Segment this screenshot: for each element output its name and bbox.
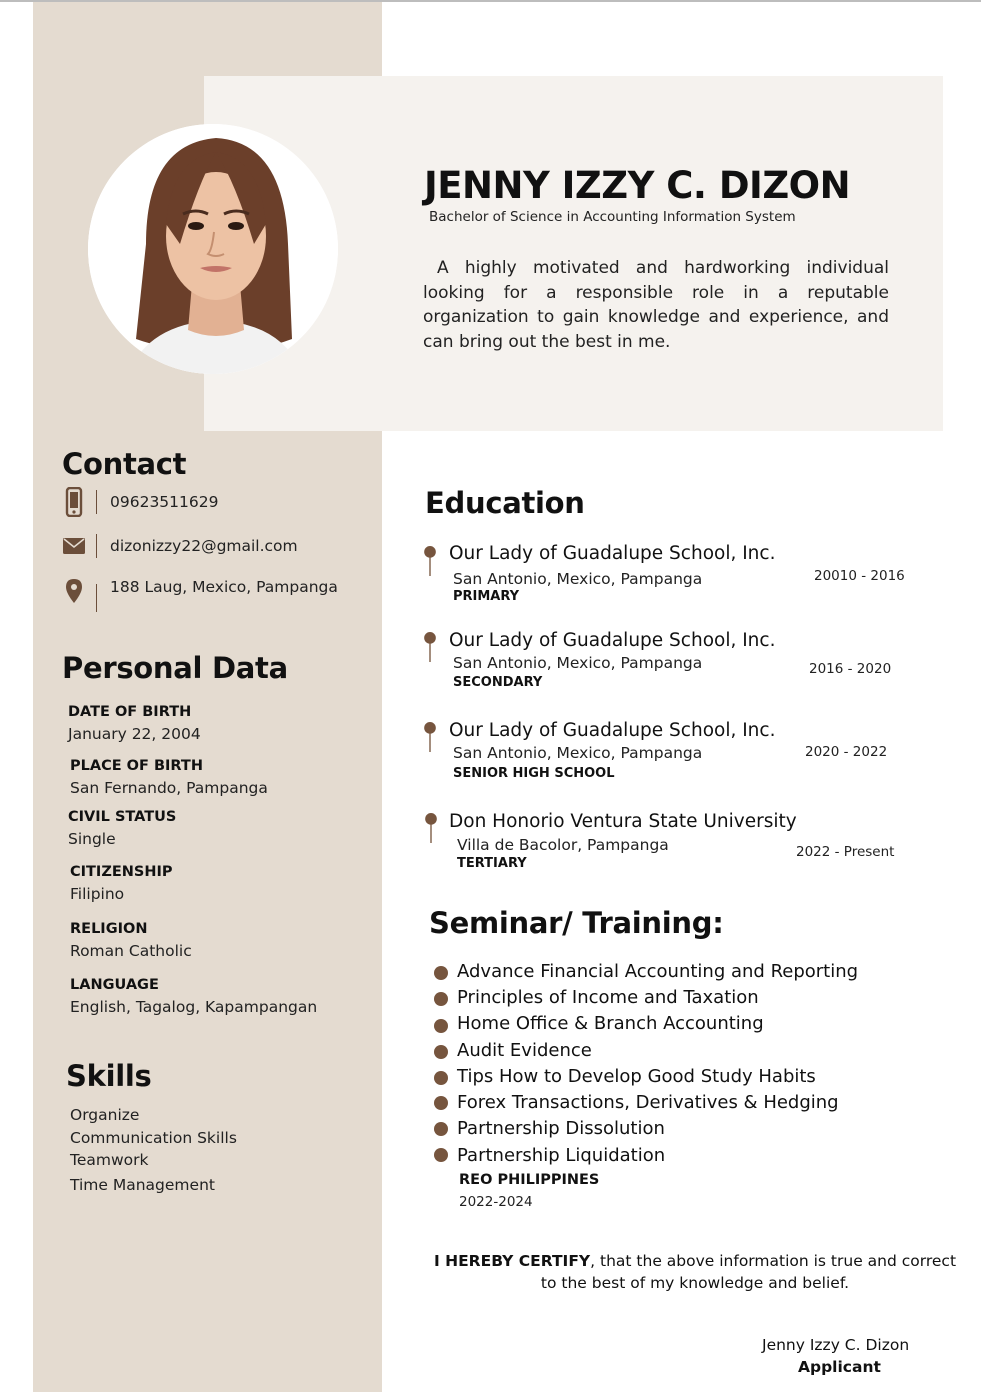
religion-label: RELIGION xyxy=(70,921,148,937)
contact-separator xyxy=(96,534,97,558)
education-level: TERTIARY xyxy=(457,856,527,871)
education-level: PRIMARY xyxy=(453,589,520,604)
seminar-item: Advance Financial Accounting and Reporting xyxy=(457,961,859,982)
seminar-heading: Seminar/ Training: xyxy=(429,906,724,940)
degree-title: Bachelor of Science in Accounting Information System xyxy=(429,209,796,225)
bullet-icon xyxy=(434,1096,448,1110)
certify-line1: , that the above information is true and correct xyxy=(590,1252,957,1270)
seminar-item: Partnership Dissolution xyxy=(457,1118,665,1139)
skill-item: Organize xyxy=(70,1106,140,1124)
profile-photo xyxy=(88,124,338,374)
education-place: San Antonio, Mexico, Pampanga xyxy=(453,570,703,588)
citizenship-value: Filipino xyxy=(70,885,125,903)
contact-address-row xyxy=(62,570,338,612)
education-school: Our Lady of Guadalupe School, Inc. xyxy=(449,543,776,564)
pin-icon xyxy=(424,813,438,843)
seminar-item: Home Office & Branch Accounting xyxy=(457,1013,764,1034)
certification-statement xyxy=(416,1250,974,1294)
certify-bold: I HEREBY CERTIFY xyxy=(433,1252,591,1270)
education-years: 20010 - 2016 xyxy=(814,568,905,584)
bullet-icon xyxy=(434,992,448,1006)
contact-phone: 09623511629 xyxy=(110,493,219,511)
religion-value: Roman Catholic xyxy=(70,942,192,960)
pin-icon xyxy=(423,546,437,576)
contact-heading: Contact xyxy=(62,447,187,481)
bullet-icon xyxy=(434,1045,448,1059)
civil-status-value: Single xyxy=(68,830,116,848)
pob-value: San Fernando, Pampanga xyxy=(70,779,268,797)
education-place: San Antonio, Mexico, Pampanga xyxy=(453,744,703,762)
education-years: 2022 - Present xyxy=(796,844,895,860)
phone-icon xyxy=(62,488,86,516)
skill-item: Time Management xyxy=(70,1176,215,1194)
education-school: Don Honorio Ventura State University xyxy=(449,811,797,832)
seminar-item: Forex Transactions, Derivatives & Hedging xyxy=(457,1092,839,1113)
skills-heading: Skills xyxy=(66,1059,152,1093)
education-heading: Education xyxy=(425,486,585,520)
education-school: Our Lady of Guadalupe School, Inc. xyxy=(449,630,776,651)
bullet-icon xyxy=(434,966,448,980)
education-level: SECONDARY xyxy=(453,675,543,690)
location-icon xyxy=(62,577,86,605)
contact-phone-row xyxy=(62,488,218,516)
pin-icon xyxy=(423,722,437,752)
bullet-icon xyxy=(434,1148,448,1162)
skill-item: Communication Skills xyxy=(70,1129,237,1147)
seminar-period: 2022-2024 xyxy=(459,1194,533,1210)
seminar-organizer: REO PHILIPPINES xyxy=(459,1172,600,1188)
language-value: English, Tagalog, Kapampangan xyxy=(70,998,318,1016)
seminar-item: Partnership Liquidation xyxy=(457,1145,666,1166)
dob-value: January 22, 2004 xyxy=(68,725,201,743)
pob-label: PLACE OF BIRTH xyxy=(70,758,203,774)
bullet-icon xyxy=(434,1071,448,1085)
contact-separator xyxy=(96,490,97,514)
personal-data-heading: Personal Data xyxy=(62,651,288,685)
applicant-name: JENNY IZZY C. DIZON xyxy=(424,164,851,207)
dob-label: DATE OF BIRTH xyxy=(68,704,192,720)
seminar-item: Principles of Income and Taxation xyxy=(457,987,759,1008)
seminar-item: Audit Evidence xyxy=(457,1040,592,1061)
civil-status-label: CIVIL STATUS xyxy=(68,809,177,825)
pin-icon xyxy=(423,632,437,662)
language-label: LANGUAGE xyxy=(70,977,159,993)
contact-email-row xyxy=(62,532,298,560)
citizenship-label: CITIZENSHIP xyxy=(70,864,173,880)
education-place: San Antonio, Mexico, Pampanga xyxy=(453,654,703,672)
skill-item: Teamwork xyxy=(70,1151,149,1169)
profile-summary: A highly motivated and hardworking individual looking for a responsible role in a reputable organization to gain knowledge and experience, and can bring out the best in me. xyxy=(423,258,889,352)
bullet-icon xyxy=(434,1019,448,1033)
contact-address: 188 Laug, Mexico, Pampanga xyxy=(110,578,338,596)
signature-name: Jenny Izzy C. Dizon xyxy=(762,1336,910,1354)
education-years: 2020 - 2022 xyxy=(805,744,888,760)
portrait-illustration xyxy=(88,124,338,374)
contact-separator xyxy=(96,584,97,612)
certify-line2: to the best of my knowledge and belief. xyxy=(540,1274,850,1292)
education-place: Villa de Bacolor, Pampanga xyxy=(457,836,669,854)
education-level: SENIOR HIGH SCHOOL xyxy=(453,766,615,781)
seminar-item: Tips How to Develop Good Study Habits xyxy=(457,1066,816,1087)
contact-email: dizonizzy22@gmail.com xyxy=(110,537,298,555)
bullet-icon xyxy=(434,1122,448,1136)
education-years: 2016 - 2020 xyxy=(809,661,892,677)
signature-role: Applicant xyxy=(798,1358,881,1376)
email-icon xyxy=(62,532,86,560)
education-school: Our Lady of Guadalupe School, Inc. xyxy=(449,720,776,741)
